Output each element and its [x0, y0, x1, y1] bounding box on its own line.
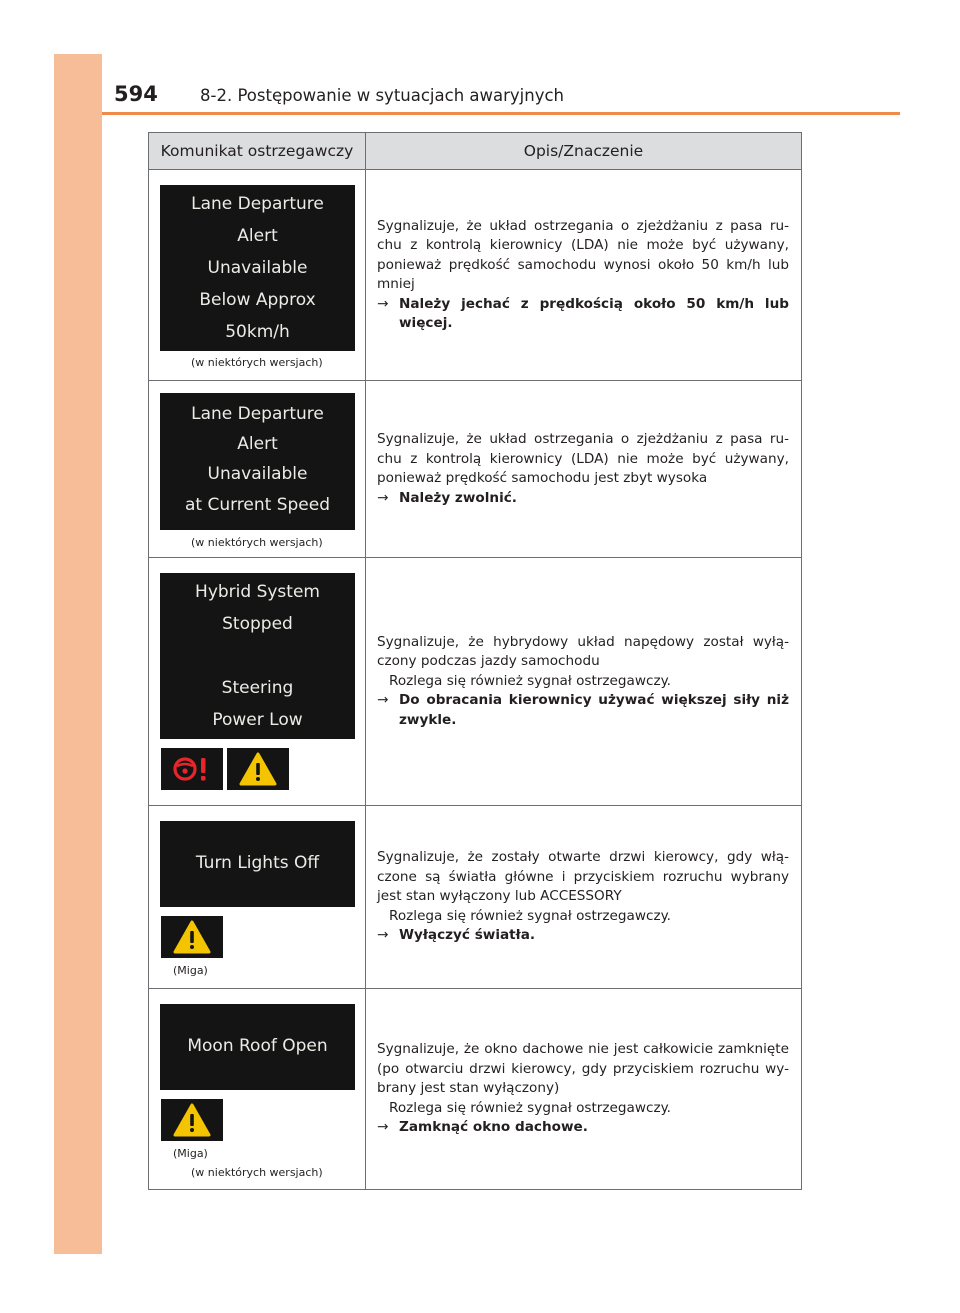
- display-screen: [160, 393, 355, 530]
- display-screen: [160, 1004, 355, 1090]
- screen-text: Below Approx: [199, 290, 316, 310]
- version-note: (w niektórych wersjach): [191, 536, 323, 549]
- action-line: [377, 691, 789, 730]
- description-text: Sygnalizuje, że hybrydowy układ napędowy został wyłą-czony podczas jazdy samochodu: [377, 633, 789, 670]
- description-cell: [366, 170, 802, 381]
- screen-text: Hybrid System: [195, 582, 320, 602]
- action-text: Zamknąć okno dachowe.: [399, 1119, 588, 1136]
- extra-text: Rozlega się również sygnał ostrzegawczy.: [389, 672, 672, 689]
- screen-text: Power Low: [212, 710, 303, 730]
- extra-text: Rozlega się również sygnał ostrzegawczy.: [389, 907, 672, 924]
- message-cell: [149, 806, 366, 989]
- screen-text: Alert: [237, 434, 278, 454]
- arrow-icon: →: [377, 295, 389, 312]
- column-header-description: Opis/Znaczenie: [366, 133, 802, 170]
- table-row: [149, 558, 802, 806]
- action-text: Do obracania kierownicy używać większej siły niż zwykle.: [399, 692, 789, 728]
- description-cell: [366, 806, 802, 989]
- screen-text: at Current Speed: [184, 495, 331, 515]
- message-cell: [149, 170, 366, 381]
- description-cell: [366, 989, 802, 1190]
- screen-text: Lane Departure: [191, 194, 324, 214]
- blink-note: (Miga): [173, 964, 208, 977]
- table-row: [149, 170, 802, 381]
- screen-text: Lane Departure: [191, 404, 324, 424]
- message-cell: [149, 989, 366, 1190]
- screen-text: Stopped: [222, 614, 293, 634]
- action-line: [377, 489, 789, 509]
- arrow-icon: →: [377, 927, 389, 944]
- message-cell: [149, 381, 366, 558]
- table-header-row: [149, 133, 802, 170]
- message-cell: [149, 558, 366, 806]
- action-text: Wyłączyć światła.: [399, 927, 536, 944]
- description-text: Sygnalizuje, że zostały otwarte drzwi kierowcy, gdy włą-czone są światła główne i przyciskiem rozruchu wybrany jest stan wyłączony lub ACCESSORY: [377, 849, 789, 905]
- description-text: Sygnalizuje, że układ ostrzegania o zjeżdżaniu z pasa ru-chu z kontrolą kierownicy (LDA) nie może być używany, ponieważ prędkość samochodu jest zbyt wysoka: [377, 431, 789, 486]
- screen-text: Turn Lights Off: [195, 853, 320, 873]
- action-text: Należy zwolnić.: [399, 489, 517, 506]
- screen-text: 50km/h: [225, 322, 290, 342]
- description-cell: [366, 381, 802, 558]
- extra-text: Rozlega się również sygnał ostrzegawczy.: [389, 1099, 672, 1116]
- screen-text: Moon Roof Open: [187, 1036, 328, 1056]
- warning-message-table: [148, 132, 802, 1190]
- column-header-message: Komunikat ostrzegawczy: [149, 133, 366, 170]
- description-text: Sygnalizuje, że okno dachowe nie jest całkowicie zamknięte (po otwarciu drzwi kierowcy, gdy przyciskiem rozruchu wy-brany jest stan wyłączony): [377, 1041, 789, 1097]
- blink-note: (Miga): [173, 1147, 208, 1160]
- table-row: [149, 989, 802, 1190]
- table-row: [149, 806, 802, 989]
- description-text: Sygnalizuje, że układ ostrzegania o zjeżdżaniu z pasa ru-chu z kontrolą kierownicy (LDA) nie może być używany, ponieważ prędkość samochodu wynosi około 50 km/h lub mniej: [377, 217, 789, 292]
- action-line: [377, 926, 789, 946]
- screen-text: Unavailable: [207, 258, 308, 278]
- screen-text: Steering: [221, 678, 294, 698]
- warning-triangle-icon: [161, 916, 223, 958]
- section-title: 8-2. Postępowanie w sytuacjach awaryjnych: [200, 86, 565, 105]
- arrow-icon: →: [377, 692, 389, 709]
- action-line: [377, 295, 789, 334]
- side-color-band: [54, 54, 102, 1254]
- warning-triangle-icon: [227, 748, 289, 790]
- screen-text: Unavailable: [207, 464, 308, 484]
- arrow-icon: →: [377, 1119, 389, 1136]
- table-row: [149, 381, 802, 558]
- page-number: 594: [114, 82, 158, 106]
- screen-text: Alert: [237, 226, 278, 246]
- version-note: (w niektórych wersjach): [191, 356, 323, 369]
- header-rule: [102, 112, 900, 115]
- steering-warning-icon: [161, 748, 223, 790]
- action-line: [377, 1118, 789, 1138]
- display-screen: [160, 185, 355, 351]
- display-screen: [160, 573, 355, 739]
- version-note: (w niektórych wersjach): [191, 1166, 323, 1179]
- description-cell: [366, 558, 802, 806]
- action-text: Należy jechać z prędkością około 50 km/h lub więcej.: [399, 295, 789, 331]
- arrow-icon: →: [377, 489, 389, 506]
- warning-triangle-icon: [161, 1099, 223, 1141]
- display-screen: [160, 821, 355, 907]
